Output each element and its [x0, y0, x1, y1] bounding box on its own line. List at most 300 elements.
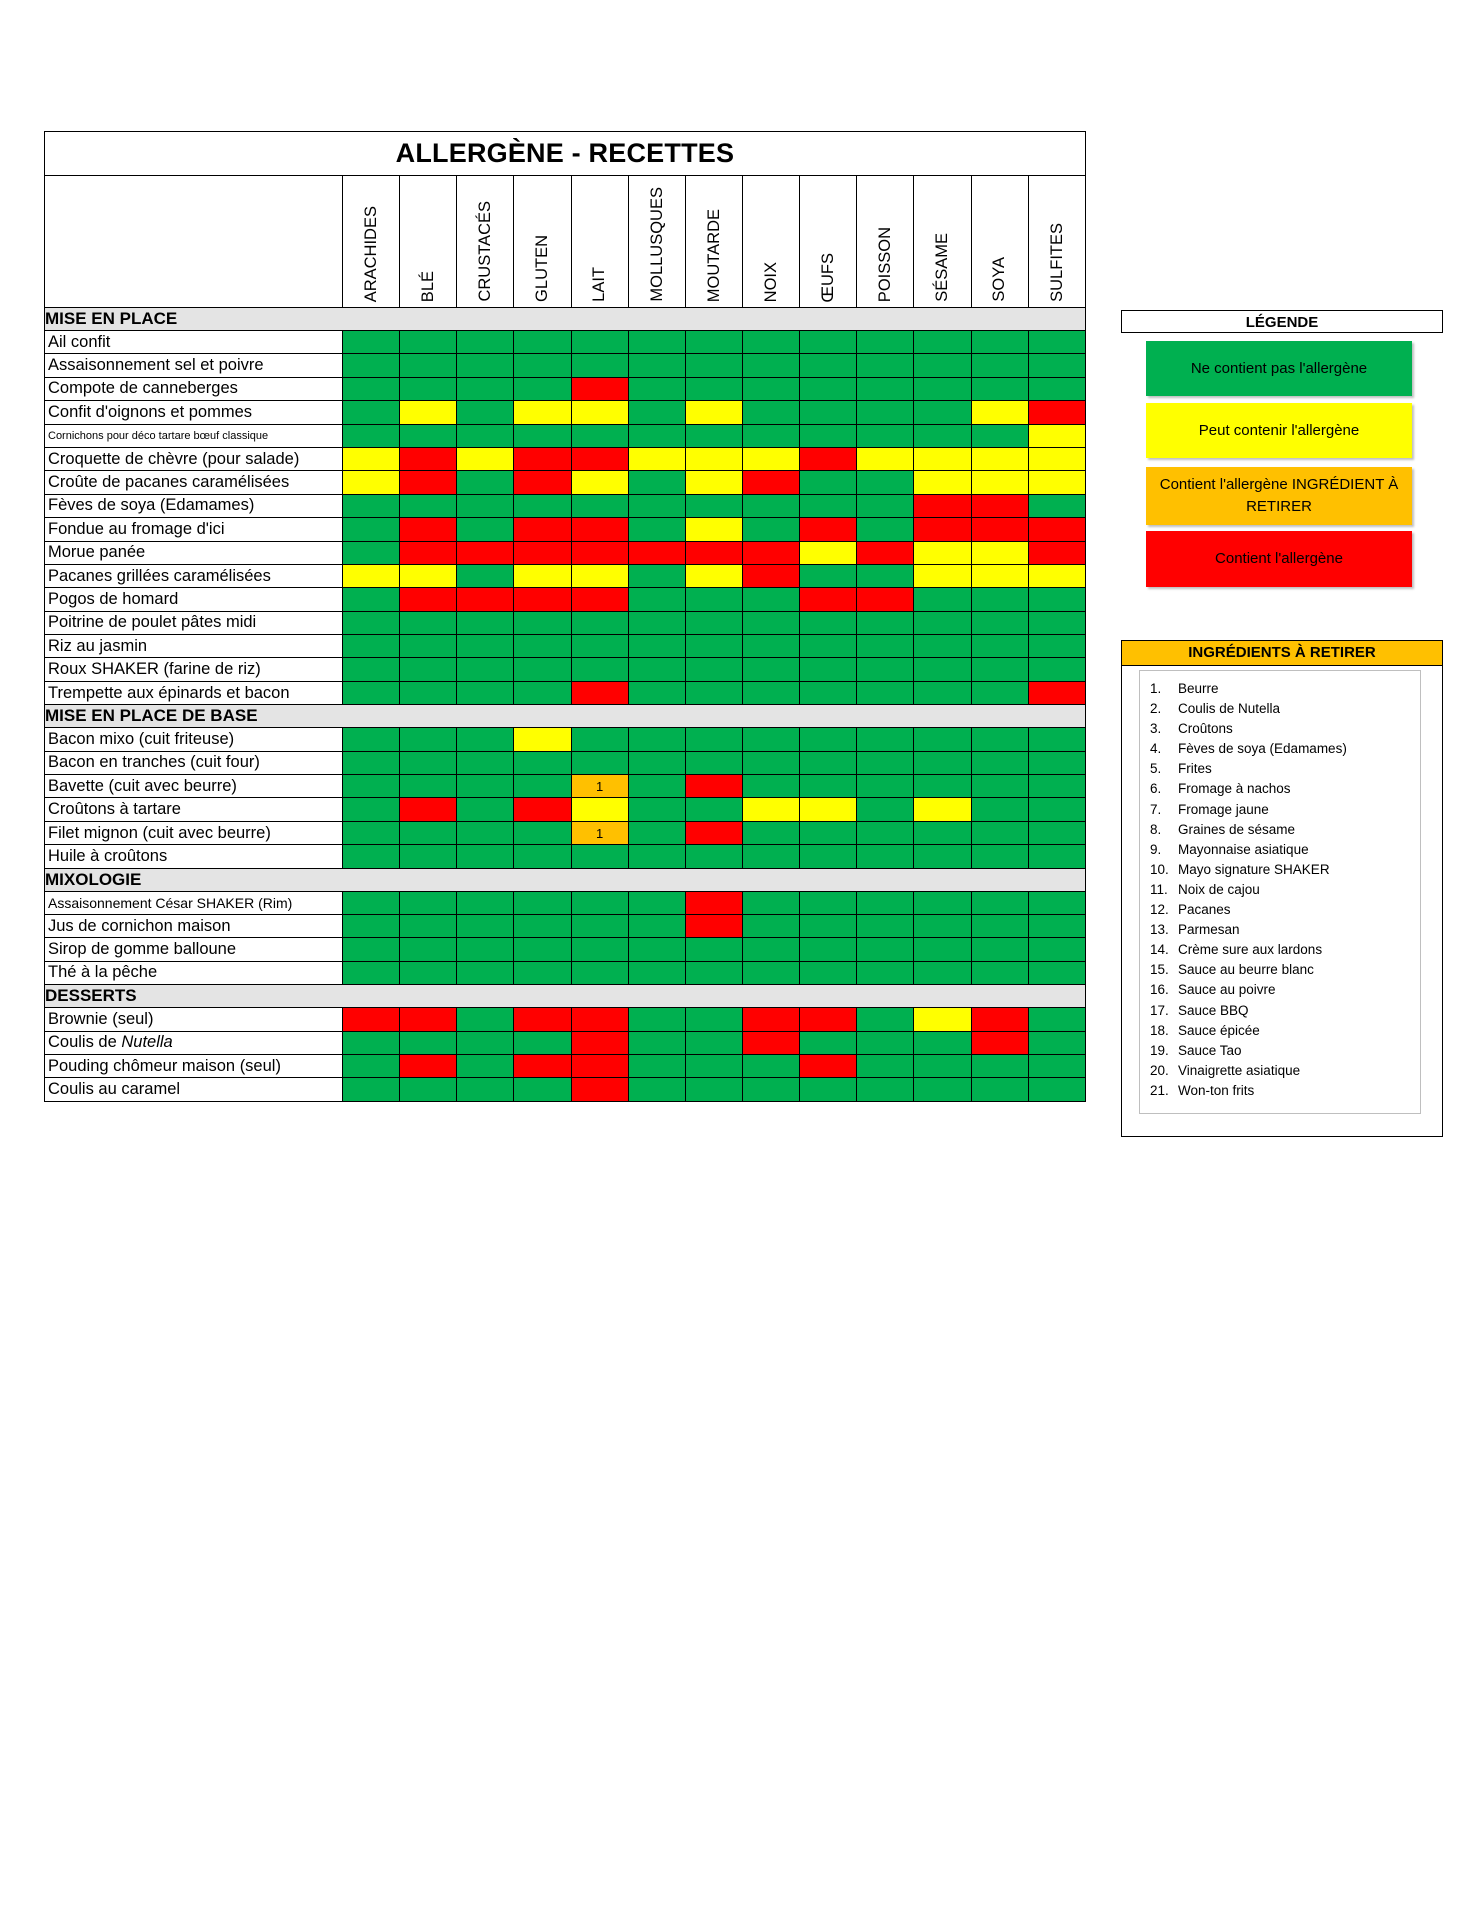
allergen-status-cell	[742, 331, 799, 354]
table-row	[45, 845, 1086, 868]
allergen-recipe-table	[44, 131, 1086, 1102]
list-item	[1140, 1001, 1420, 1021]
allergen-status-cell	[1028, 845, 1085, 868]
ingredient-number: 8.	[1150, 821, 1162, 837]
allergen-status-cell	[742, 938, 799, 961]
allergen-label: ARACHIDES	[361, 205, 380, 302]
allergen-status-cell	[800, 821, 857, 844]
table-body	[45, 308, 1086, 1102]
list-item	[1140, 900, 1420, 920]
ingredient-name: Mayonnaise asiatique	[1178, 841, 1309, 857]
allergen-status-cell	[628, 914, 685, 937]
allergen-status-cell	[628, 424, 685, 447]
allergen-status-cell	[400, 424, 457, 447]
allergen-status-cell	[514, 751, 571, 774]
list-item	[1140, 759, 1420, 779]
recipe-name	[45, 938, 343, 961]
allergen-status-cell	[914, 938, 971, 961]
allergen-status-cell	[857, 798, 914, 821]
allergen-status-cell	[971, 447, 1028, 470]
allergen-status-cell	[971, 775, 1028, 798]
allergen-status-cell	[457, 424, 514, 447]
allergen-status-cell	[685, 635, 742, 658]
allergen-status-cell	[800, 1054, 857, 1077]
allergen-status-cell	[857, 821, 914, 844]
recipe-name	[45, 635, 343, 658]
allergen-status-cell	[971, 681, 1028, 704]
recipe-name-text: Bacon mixo (cuit friteuse)	[48, 729, 235, 748]
allergen-status-cell	[914, 635, 971, 658]
allergen-status-cell	[1028, 471, 1085, 494]
allergen-status-cell	[457, 751, 514, 774]
allergen-status-cell	[571, 1078, 628, 1101]
recipe-name-text: Huile à croûtons	[48, 846, 168, 865]
allergen-status-cell	[971, 961, 1028, 984]
allergen-status-cell	[628, 961, 685, 984]
allergen-status-cell	[343, 518, 400, 541]
allergen-status-cell	[685, 541, 742, 564]
allergen-status-cell	[800, 541, 857, 564]
allergen-status-cell	[800, 798, 857, 821]
allergen-status-cell	[457, 775, 514, 798]
allergen-status-cell	[971, 401, 1028, 424]
allergen-header	[571, 176, 628, 308]
allergen-status-cell	[1028, 494, 1085, 517]
allergen-status-cell	[857, 751, 914, 774]
allergen-status-cell	[1028, 891, 1085, 914]
ingredient-name: Croûtons	[1178, 721, 1233, 737]
allergen-status-cell	[800, 658, 857, 681]
recipe-name-text: Pogos de homard	[48, 589, 179, 608]
table-row	[45, 354, 1086, 377]
allergen-status-cell	[971, 1054, 1028, 1077]
allergen-status-cell	[400, 401, 457, 424]
allergen-status-cell	[457, 331, 514, 354]
allergen-status-cell	[457, 891, 514, 914]
allergen-status-cell	[457, 354, 514, 377]
allergen-status-cell	[857, 775, 914, 798]
allergen-status-cell	[628, 1078, 685, 1101]
allergen-status-cell	[514, 447, 571, 470]
allergen-status-cell	[343, 635, 400, 658]
allergen-status-cell	[514, 401, 571, 424]
section-row	[45, 705, 1086, 728]
allergen-status-cell	[514, 611, 571, 634]
allergen-status-cell	[914, 914, 971, 937]
allergen-status-cell	[457, 798, 514, 821]
allergen-status-cell	[971, 728, 1028, 751]
allergen-status-cell	[343, 541, 400, 564]
allergen-status-cell	[914, 1078, 971, 1101]
allergen-status-cell	[685, 611, 742, 634]
allergen-status-cell	[571, 518, 628, 541]
recipe-name	[45, 891, 343, 914]
table-row	[45, 541, 1086, 564]
allergen-status-cell	[857, 914, 914, 937]
allergen-header	[857, 176, 914, 308]
ingredient-name: Graines de sésame	[1178, 821, 1296, 837]
allergen-status-cell	[571, 1054, 628, 1077]
allergen-status-cell	[628, 401, 685, 424]
allergen-status-cell	[685, 494, 742, 517]
allergen-status-cell	[685, 914, 742, 937]
allergen-status-cell	[457, 541, 514, 564]
allergen-status-cell	[857, 377, 914, 400]
allergen-status-cell	[800, 1078, 857, 1101]
allergen-header	[343, 176, 400, 308]
allergen-status-cell	[628, 1008, 685, 1031]
allergen-status-cell	[628, 845, 685, 868]
allergen-status-cell	[571, 564, 628, 587]
allergen-status-cell	[742, 728, 799, 751]
allergen-status-cell	[742, 635, 799, 658]
ingredient-name: Vinaigrette asiatique	[1178, 1062, 1301, 1078]
ingredient-number: 5.	[1150, 761, 1162, 777]
allergen-status-cell	[857, 1078, 914, 1101]
allergen-status-cell	[571, 938, 628, 961]
allergen-status-cell	[628, 635, 685, 658]
allergen-status-cell	[685, 424, 742, 447]
list-item	[1140, 880, 1420, 900]
allergen-status-cell	[914, 681, 971, 704]
section-row	[45, 985, 1086, 1008]
allergen-status-cell	[800, 1031, 857, 1054]
allergen-status-cell	[400, 1031, 457, 1054]
ingredient-name: Fromage jaune	[1178, 801, 1269, 817]
recipe-name-text: Morue panée	[48, 543, 146, 562]
ingredient-name: Beurre	[1178, 681, 1219, 696]
allergen-status-cell	[857, 1054, 914, 1077]
ingredient-name: Parmesan	[1178, 922, 1240, 938]
allergen-status-cell	[400, 518, 457, 541]
allergen-status-cell	[800, 681, 857, 704]
section-row	[45, 868, 1086, 891]
allergen-status-cell	[857, 588, 914, 611]
allergen-status-cell	[857, 611, 914, 634]
ingredient-number: 20.	[1150, 1062, 1169, 1078]
allergen-status-cell	[457, 1054, 514, 1077]
allergen-status-cell	[400, 728, 457, 751]
ingredient-number: 4.	[1150, 741, 1162, 757]
allergen-status-cell	[514, 564, 571, 587]
allergen-label: ŒUFS	[818, 252, 837, 302]
allergen-status-cell	[685, 471, 742, 494]
allergen-status-cell	[742, 424, 799, 447]
table-row	[45, 471, 1086, 494]
allergen-status-cell	[971, 1031, 1028, 1054]
allergen-status-cell	[914, 751, 971, 774]
allergen-status-cell	[857, 447, 914, 470]
allergen-status-cell	[343, 1008, 400, 1031]
allergen-status-cell	[628, 377, 685, 400]
allergen-status-cell	[457, 611, 514, 634]
recipe-name	[45, 424, 343, 447]
allergen-status-cell	[628, 471, 685, 494]
allergen-status-cell	[571, 681, 628, 704]
ingredient-number: 10.	[1150, 861, 1169, 877]
recipe-name-text: Poitrine de poulet pâtes midi	[48, 613, 257, 632]
recipe-name	[45, 377, 343, 400]
allergen-status-cell	[343, 728, 400, 751]
recipe-name-text: Assaisonnement César SHAKER (Rim)	[48, 894, 293, 911]
allergen-status-cell	[685, 798, 742, 821]
allergen-label: GLUTEN	[533, 235, 552, 302]
allergen-status-cell	[400, 494, 457, 517]
allergen-status-cell	[457, 494, 514, 517]
allergen-status-cell	[800, 635, 857, 658]
list-item	[1140, 1061, 1420, 1081]
table-row	[45, 518, 1086, 541]
allergen-label: SÉSAME	[933, 233, 952, 302]
allergen-status-cell	[628, 518, 685, 541]
allergen-status-cell	[343, 891, 400, 914]
allergen-status-cell	[457, 681, 514, 704]
allergen-status-cell	[628, 588, 685, 611]
recipe-name-text: Riz au jasmin	[48, 636, 148, 655]
recipe-name-text: Roux SHAKER (farine de riz)	[48, 660, 261, 679]
allergen-status-cell	[1028, 821, 1085, 844]
allergen-status-cell	[914, 1008, 971, 1031]
allergen-status-cell	[400, 681, 457, 704]
allergen-status-cell	[742, 611, 799, 634]
allergen-status-cell	[857, 541, 914, 564]
allergen-status-cell	[971, 541, 1028, 564]
allergen-status-cell	[800, 914, 857, 937]
allergen-status-cell	[400, 354, 457, 377]
allergen-status-cell	[857, 1008, 914, 1031]
allergen-status-cell	[628, 564, 685, 587]
section-title: DESSERTS	[45, 985, 1086, 1008]
allergen-label: SOYA	[990, 257, 1009, 302]
allergen-status-cell	[514, 845, 571, 868]
allergen-status-cell	[1028, 588, 1085, 611]
recipe-name-text: Filet mignon (cuit avec beurre)	[48, 823, 271, 842]
allergen-status-cell	[571, 494, 628, 517]
list-item	[1140, 960, 1420, 980]
allergen-status-cell	[914, 611, 971, 634]
allergen-status-cell	[400, 821, 457, 844]
allergen-status-cell	[800, 728, 857, 751]
list-item	[1140, 679, 1420, 699]
allergen-status-cell	[800, 751, 857, 774]
allergen-status-cell	[971, 494, 1028, 517]
allergen-status-cell	[1028, 564, 1085, 587]
allergen-status-cell	[971, 751, 1028, 774]
recipe-name	[45, 751, 343, 774]
allergen-status-cell	[914, 821, 971, 844]
allergen-status-cell	[857, 424, 914, 447]
allergen-status-cell	[514, 354, 571, 377]
allergen-status-cell	[514, 914, 571, 937]
allergen-status-cell	[914, 518, 971, 541]
allergen-status-cell	[914, 401, 971, 424]
allergen-status-cell	[971, 635, 1028, 658]
recipe-name	[45, 845, 343, 868]
recipe-name	[45, 564, 343, 587]
allergen-status-cell	[571, 354, 628, 377]
ingredient-number: 21.	[1150, 1082, 1169, 1098]
allergen-status-cell	[1028, 1054, 1085, 1077]
allergen-status-cell	[514, 1008, 571, 1031]
allergen-status-cell	[685, 938, 742, 961]
list-item	[1140, 739, 1420, 759]
allergen-status-cell	[742, 471, 799, 494]
legend-no-allergen: Ne contient pas l'allergène	[1146, 341, 1412, 396]
allergen-header	[1028, 176, 1085, 308]
allergen-status-cell	[457, 635, 514, 658]
allergen-status-cell	[343, 588, 400, 611]
allergen-status-cell	[571, 658, 628, 681]
table-row	[45, 961, 1086, 984]
allergen-status-cell	[457, 821, 514, 844]
ingredient-name: Sauce Tao	[1178, 1042, 1242, 1058]
allergen-status-cell	[343, 658, 400, 681]
allergen-status-cell	[628, 541, 685, 564]
allergen-status-cell	[914, 564, 971, 587]
allergen-status-cell	[571, 751, 628, 774]
allergen-status-cell	[400, 564, 457, 587]
allergen-header	[971, 176, 1028, 308]
allergen-status-cell	[571, 401, 628, 424]
allergen-status-cell	[343, 798, 400, 821]
allergen-status-cell	[742, 494, 799, 517]
allergen-status-cell	[571, 424, 628, 447]
allergen-status-cell	[343, 611, 400, 634]
allergen-status-cell	[457, 447, 514, 470]
ingredient-number: 2.	[1150, 701, 1162, 717]
allergen-status-cell	[971, 354, 1028, 377]
allergen-status-cell	[857, 938, 914, 961]
allergen-status-cell	[857, 728, 914, 751]
table-row	[45, 331, 1086, 354]
recipe-name	[45, 681, 343, 704]
ingredient-number: 13.	[1150, 922, 1169, 938]
allergen-status-cell	[1028, 938, 1085, 961]
allergen-status-cell	[628, 658, 685, 681]
table-row	[45, 658, 1086, 681]
recipe-name-text: Assaisonnement sel et poivre	[48, 356, 264, 375]
recipe-name-text: Bavette (cuit avec beurre)	[48, 776, 237, 795]
allergen-status-cell	[1028, 681, 1085, 704]
allergen-status-cell	[343, 751, 400, 774]
allergen-status-cell	[514, 891, 571, 914]
allergen-status-cell	[514, 518, 571, 541]
allergen-status-cell	[685, 401, 742, 424]
allergen-status-cell	[914, 447, 971, 470]
allergen-status-cell	[514, 775, 571, 798]
allergen-header	[457, 176, 514, 308]
allergen-status-cell	[857, 564, 914, 587]
recipe-name-text: Fondue au fromage d'ici	[48, 519, 225, 538]
allergen-status-cell	[1028, 424, 1085, 447]
allergen-status-cell	[628, 354, 685, 377]
allergen-status-cell	[514, 681, 571, 704]
allergen-status-cell	[914, 1031, 971, 1054]
allergen-status-cell	[457, 658, 514, 681]
allergen-status-cell	[514, 494, 571, 517]
allergen-status-cell	[800, 775, 857, 798]
table-row	[45, 798, 1086, 821]
allergen-status-cell	[343, 914, 400, 937]
allergen-status-cell	[400, 658, 457, 681]
recipe-name	[45, 401, 343, 424]
allergen-status-cell	[457, 1078, 514, 1101]
table-row	[45, 611, 1086, 634]
allergen-status-cell	[914, 845, 971, 868]
allergen-status-cell	[742, 775, 799, 798]
allergen-status-cell	[571, 588, 628, 611]
allergen-status-cell	[628, 1031, 685, 1054]
table-row	[45, 938, 1086, 961]
ingredient-name: Fromage à nachos	[1178, 781, 1291, 797]
allergen-status-cell	[628, 821, 685, 844]
recipe-name	[45, 611, 343, 634]
allergen-status-cell	[514, 658, 571, 681]
list-item	[1140, 800, 1420, 820]
allergen-status-cell	[742, 798, 799, 821]
allergen-status-cell	[685, 377, 742, 400]
table-row	[45, 1031, 1086, 1054]
allergen-status-cell	[914, 961, 971, 984]
recipe-name	[45, 471, 343, 494]
recipe-name-text: Croquette de chèvre (pour salade)	[48, 449, 300, 468]
allergen-status-cell	[971, 424, 1028, 447]
allergen-status-cell	[1028, 611, 1085, 634]
allergen-header-row	[45, 176, 1086, 308]
allergen-status-cell	[514, 821, 571, 844]
table-row	[45, 681, 1086, 704]
allergen-status-cell	[343, 354, 400, 377]
allergen-status-cell	[571, 331, 628, 354]
table-row	[45, 728, 1086, 751]
header-blank-cell	[45, 176, 343, 308]
allergen-status-cell	[457, 588, 514, 611]
allergen-status-cell	[1028, 775, 1085, 798]
allergen-status-cell	[971, 891, 1028, 914]
list-item	[1140, 820, 1420, 840]
allergen-status-cell	[400, 1054, 457, 1077]
list-item	[1140, 940, 1420, 960]
recipe-name-text: Coulis au caramel	[48, 1080, 181, 1099]
allergen-status-cell	[514, 471, 571, 494]
allergen-status-cell	[742, 401, 799, 424]
recipe-name	[45, 798, 343, 821]
allergen-status-cell	[914, 891, 971, 914]
allergen-status-cell	[400, 588, 457, 611]
allergen-status-cell	[343, 377, 400, 400]
ingredient-name: Pacanes	[1178, 902, 1231, 918]
allergen-status-cell	[343, 331, 400, 354]
list-item	[1140, 719, 1420, 739]
allergen-status-cell	[400, 1008, 457, 1031]
section-row	[45, 308, 1086, 331]
list-item	[1140, 1081, 1420, 1101]
allergen-status-cell	[800, 424, 857, 447]
ingredient-number: 16.	[1150, 982, 1169, 998]
ingredient-name: Won-ton frits	[1178, 1082, 1255, 1098]
table-row	[45, 891, 1086, 914]
recipe-name-text: Trempette aux épinards et bacon	[48, 683, 290, 702]
recipe-name-text: Thé à la pêche	[48, 963, 158, 982]
allergen-status-cell	[914, 798, 971, 821]
allergen-status-cell	[628, 447, 685, 470]
allergen-status-cell	[457, 938, 514, 961]
allergen-status-cell	[514, 961, 571, 984]
legend-may-contain: Peut contenir l'allergène	[1146, 403, 1412, 458]
allergen-status-cell	[571, 914, 628, 937]
allergen-status-cell	[628, 331, 685, 354]
allergen-status-cell	[914, 658, 971, 681]
